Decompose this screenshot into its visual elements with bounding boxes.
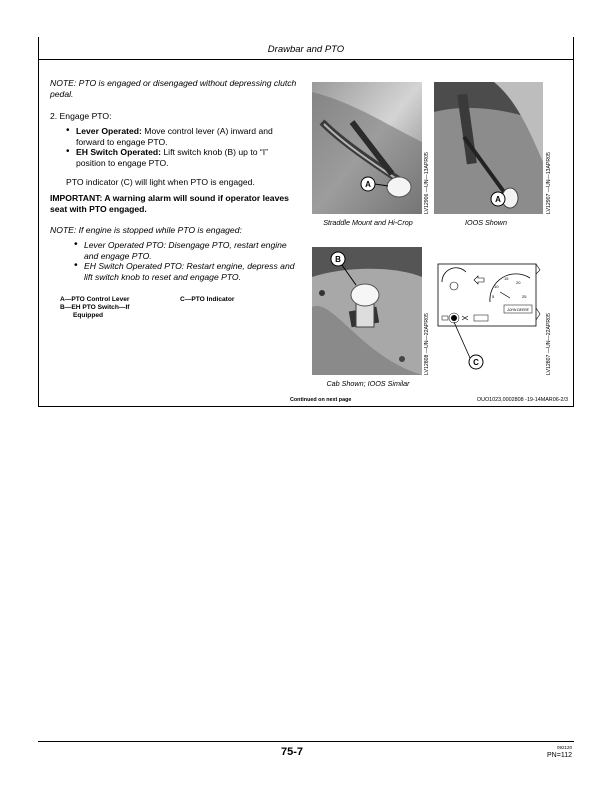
eh-switch-illustration bbox=[312, 247, 422, 375]
ioos-photo-illustration bbox=[434, 82, 543, 214]
important-warning: IMPORTANT: A warning alarm will sound if operator leaves seat with PTO engaged. bbox=[50, 193, 289, 214]
bullet-lever-label: Lever Operated: bbox=[76, 126, 142, 136]
footer-pn: PN=112 bbox=[547, 752, 572, 759]
figure-eh-switch bbox=[312, 247, 422, 375]
fig4-code: LV12807 —UN—22APR05 bbox=[546, 313, 552, 375]
fig3-callout-b: B bbox=[335, 255, 341, 264]
instrument-panel-drawing bbox=[434, 258, 543, 374]
note-pto-engage-text: NOTE: PTO is engaged or disengaged without depressing clutch pedal. bbox=[50, 78, 297, 99]
fig1-caption: Straddle Mount and Hi-Crop bbox=[323, 218, 413, 227]
figure-instrument-panel bbox=[434, 258, 543, 374]
engage-bullets bbox=[66, 126, 296, 168]
header-rule-bottom bbox=[38, 59, 574, 60]
legend-b-line1: B—EH PTO Switch—If bbox=[60, 304, 130, 311]
continued-note: Continued on next page bbox=[290, 397, 352, 403]
legend-c: C—PTO Indicator bbox=[180, 296, 235, 303]
gauge-label-15: 15 bbox=[504, 276, 509, 281]
bullet-eh-text: Lift switch knob (B) up to “I” position to engage PTO. bbox=[76, 147, 268, 168]
fig1-callout-a: A bbox=[365, 180, 371, 189]
section-rule-right bbox=[573, 59, 574, 406]
bullet-lever-restart: • Lever Operated PTO: Disengage PTO, restart engine and engage PTO. bbox=[74, 240, 300, 261]
fig2-code: LV12907 —UN—13APR05 bbox=[546, 152, 552, 214]
fig3-caption: Cab Shown; IOOS Similar bbox=[326, 379, 410, 388]
gauge-label-25: 25 bbox=[522, 294, 527, 299]
bullet-eh-restart: • EH Switch Operated PTO: Restart engine, depress and lift switch knob to reset and engage PTO. bbox=[74, 261, 300, 282]
gauge-label-10: 10 bbox=[494, 284, 499, 289]
engine-stopped-bullets bbox=[74, 240, 300, 282]
figure-lever-straddle-mount bbox=[312, 82, 422, 214]
legend-b-line2: Equipped bbox=[73, 312, 104, 319]
bullet-lever-operated bbox=[66, 126, 296, 147]
legend-left bbox=[60, 296, 180, 320]
note-pto-engage bbox=[50, 78, 300, 99]
fig1-code: LV12906 —UN—13APR05 bbox=[424, 152, 430, 214]
section-rule-left bbox=[38, 59, 39, 406]
step-engage-pto: 2. Engage PTO: bbox=[50, 111, 112, 121]
panel-brand: JOHN DEERE bbox=[507, 308, 529, 312]
bullet-eh-label: EH Switch Operated: bbox=[76, 147, 161, 158]
fig4-callout-c: C bbox=[473, 358, 479, 367]
legend-a: A—PTO Control Lever bbox=[60, 296, 130, 303]
fig3-code: LV12808 —UN—22APR05 bbox=[424, 313, 430, 375]
note-engine-stopped: NOTE: If engine is stopped while PTO is engaged: bbox=[50, 225, 242, 235]
document-reference: OUO1023,0002808 -19-14MAR06-2/3 bbox=[476, 397, 568, 403]
page-number: 75-7 bbox=[280, 746, 304, 758]
fig2-caption: IOOS Shown bbox=[465, 218, 507, 227]
gauge-label-20: 20 bbox=[516, 280, 521, 285]
pto-indicator-text: PTO indicator (C) will light when PTO is engaged. bbox=[66, 177, 255, 187]
figure-lever-ioos bbox=[434, 82, 543, 214]
lever-photo-illustration bbox=[312, 82, 422, 214]
footer-rule bbox=[38, 741, 574, 742]
bullet-eh-operated bbox=[66, 147, 296, 168]
section-rule-bottom bbox=[38, 406, 574, 407]
footer-small-code: 092120 bbox=[556, 745, 572, 750]
page-header-title: Drawbar and PTO bbox=[267, 44, 345, 55]
gauge-label-5: 5 bbox=[492, 294, 495, 299]
fig2-callout-a: A bbox=[495, 195, 501, 204]
bullet-lever-text: Move control lever (A) inward and forward to engage PTO. bbox=[76, 126, 273, 147]
